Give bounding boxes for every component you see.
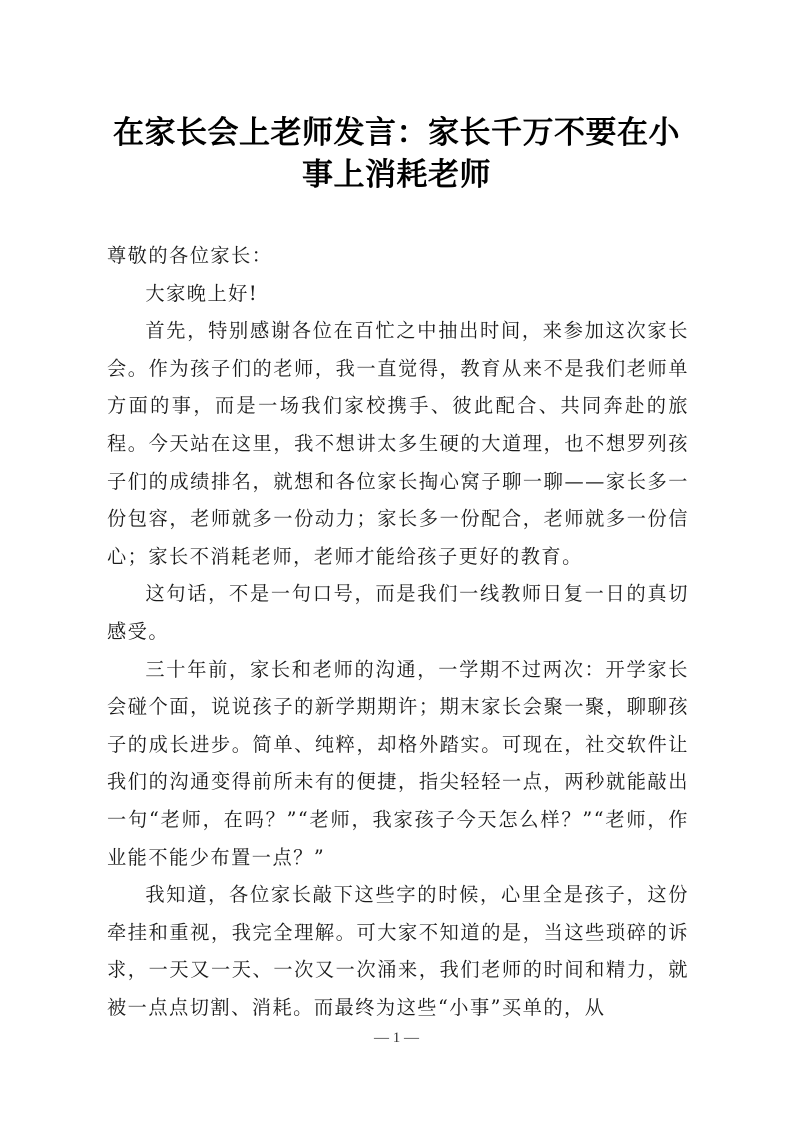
paragraph-communication: 三十年前，家长和老师的沟通，一学期不过两次：开学家长会碰个面，说说孩子的新学期期许；期末家长会聚一聚，聊聊孩子的成长进步。简单、纯粹，却格外踏实。可现在，社交软件让我们的沟通变得前所未有的便捷，指尖轻轻一点，两秒就能敲出一句“老师，在吗？”“老师，我家孩子今天怎么样？”“老师，作业能不能少布置一点？” bbox=[107, 657, 689, 869]
document-title: 在家长会上老师发言：家长千万不要在小事上消耗老师 bbox=[113, 115, 680, 193]
paragraph-intro: 首先，特别感谢各位在百忙之中抽出时间，来参加这次家长会。作为孩子们的老师，我一直觉得，教育从来不是我们老师单方面的事，而是一场我们家校携手、彼此配合、共同奔赴的旅程。今天站在这里，我不想讲太多生硬的大道理，也不想罗列孩子们的成绩排名，就想和各位家长掏心窝子聊一聊——家长多一份包容，老师就多一份动力；家长多一份配合，老师就多一份信心；家长不消耗老师，老师才能给孩子更好的教育。 bbox=[107, 319, 689, 568]
paragraph-understanding: 我知道，各位家长敲下这些字的时候，心里全是孩子，这份牵挂和重视，我完全理解。可大家不知道的是，当这些琐碎的诉求，一天又一天、一次又一次涌来，我们老师的时间和精力，就被一点点切割、消耗。而最终为这些“小事”买单的，从 bbox=[107, 883, 689, 1019]
salutation: 尊敬的各位家长： bbox=[107, 244, 273, 267]
paragraph-greeting: 大家晚上好! bbox=[145, 281, 259, 305]
document-body bbox=[107, 237, 689, 1026]
paragraph-feeling: 这句话，不是一句口号，而是我们一线教师日复一日的真切感受。 bbox=[107, 582, 689, 643]
page-number: — 1 — bbox=[374, 1030, 419, 1046]
